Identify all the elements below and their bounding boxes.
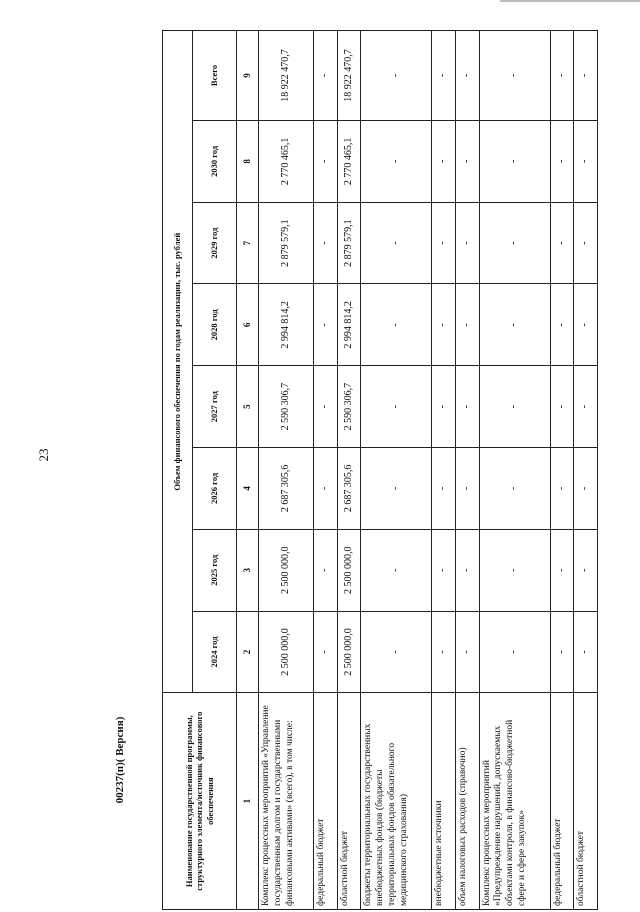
value-cell: - <box>479 529 550 611</box>
value-cell: 2 879 579,1 <box>337 202 361 284</box>
value-cell: - <box>479 284 550 366</box>
value-cell: - <box>455 448 479 530</box>
value-cell: - <box>313 611 337 693</box>
value-cell: - <box>313 202 337 284</box>
value-cell: - <box>550 31 574 121</box>
year-header-cell: 2024 год <box>193 611 237 693</box>
value-cell: - <box>574 31 598 121</box>
value-cell: - <box>550 366 574 448</box>
value-cell: 2 590 306,7 <box>337 366 361 448</box>
year-header-cell: 2026 год <box>193 448 237 530</box>
value-cell: - <box>361 31 432 121</box>
value-cell: - <box>361 448 432 530</box>
table-row <box>432 31 456 910</box>
column-index-cell: 2 <box>237 611 259 693</box>
value-cell: 2 879 579,1 <box>259 202 314 284</box>
value-cell: 18 922 470,7 <box>259 31 314 121</box>
value-cell: - <box>574 120 598 202</box>
table-row <box>550 31 574 910</box>
value-cell: - <box>455 611 479 693</box>
value-cell: - <box>313 366 337 448</box>
value-cell: - <box>432 31 456 121</box>
value-cell: - <box>479 31 550 121</box>
year-header-cell: 2029 год <box>193 202 237 284</box>
value-cell: - <box>432 366 456 448</box>
header-group-cell: Объем финансового обеспечения по годам реализации, тыс. рублей <box>163 31 193 693</box>
value-cell: - <box>361 284 432 366</box>
value-cell: - <box>313 284 337 366</box>
value-cell: - <box>432 448 456 530</box>
value-cell: - <box>313 31 337 121</box>
row-name-cell: областной бюджет <box>574 693 598 910</box>
value-cell: - <box>574 284 598 366</box>
value-cell: - <box>432 120 456 202</box>
value-cell: - <box>455 284 479 366</box>
column-index-cell: 5 <box>237 366 259 448</box>
column-index-cell: 1 <box>237 693 259 910</box>
value-cell: - <box>479 366 550 448</box>
value-cell: 2 994 814,2 <box>337 284 361 366</box>
column-index-cell: 4 <box>237 448 259 530</box>
value-cell: - <box>432 529 456 611</box>
value-cell: - <box>432 202 456 284</box>
value-cell: - <box>313 529 337 611</box>
value-cell: - <box>361 366 432 448</box>
year-header-cell: 2030 год <box>193 120 237 202</box>
value-cell: 2 687 305,6 <box>337 448 361 530</box>
value-cell: - <box>550 611 574 693</box>
row-name-cell: внебюджетные источники <box>432 693 456 910</box>
row-name-cell: Комплекс процессных мероприятий «Управление государственным долгом и государственными финансовыми активами» (всего), в том числе: <box>259 693 314 910</box>
value-cell: - <box>361 120 432 202</box>
value-cell: - <box>479 202 550 284</box>
row-name-cell: областной бюджет <box>337 693 361 910</box>
value-cell: - <box>550 529 574 611</box>
value-cell: - <box>455 366 479 448</box>
column-index-cell: 6 <box>237 284 259 366</box>
value-cell: - <box>455 31 479 121</box>
row-name-cell: федеральный бюджет <box>550 693 574 910</box>
value-cell: 2 500 000,0 <box>259 611 314 693</box>
value-cell: - <box>361 529 432 611</box>
value-cell: - <box>455 202 479 284</box>
year-header-cell: 2027 год <box>193 366 237 448</box>
financing-table <box>162 30 598 910</box>
document-footer-code: 00237(п)( Версия) <box>114 716 126 804</box>
value-cell: - <box>550 120 574 202</box>
table-row <box>479 31 550 910</box>
row-name-cell: Комплекс процессных мероприятий «Предупреждение нарушений, допускаемых объектами контроля, в финансово-бюджетной сфере и сфере закупок» <box>479 693 550 910</box>
value-cell: - <box>550 202 574 284</box>
value-cell: 2 770 465,1 <box>259 120 314 202</box>
value-cell: - <box>479 120 550 202</box>
value-cell: - <box>455 529 479 611</box>
column-index-cell: 8 <box>237 120 259 202</box>
value-cell: - <box>455 120 479 202</box>
value-cell: 2 500 000,0 <box>337 611 361 693</box>
value-cell: 2 994 814,2 <box>259 284 314 366</box>
column-index-cell: 3 <box>237 529 259 611</box>
row-name-cell: бюджеты территориальных государственных внебюджетных фондов (бюджеты территориальных фондов обязательного медицинского страхования) <box>361 693 432 910</box>
value-cell: - <box>479 611 550 693</box>
value-cell: - <box>432 284 456 366</box>
table-row <box>259 31 314 910</box>
year-header-cell: 2028 год <box>193 284 237 366</box>
table-row <box>361 31 432 910</box>
value-cell: 2 500 000,0 <box>337 529 361 611</box>
value-cell: - <box>479 448 550 530</box>
value-cell: 18 922 470,7 <box>337 31 361 121</box>
value-cell: 2 687 305,6 <box>259 448 314 530</box>
column-index-cell: 9 <box>237 31 259 121</box>
rotated-table-container <box>162 30 598 910</box>
row-name-cell: объем налоговых расходов (справочно) <box>455 693 479 910</box>
scan-edge-line <box>500 0 640 2</box>
table-row <box>337 31 361 910</box>
value-cell: - <box>574 202 598 284</box>
header-name-cell: Наименование государственной программы, структурного элемента/источник финансового обеспечения <box>163 693 237 910</box>
value-cell: 2 770 465,1 <box>337 120 361 202</box>
value-cell: - <box>550 284 574 366</box>
value-cell: - <box>574 611 598 693</box>
year-header-cell: Всего <box>193 31 237 121</box>
value-cell: - <box>361 202 432 284</box>
table-row <box>313 31 337 910</box>
table-row <box>455 31 479 910</box>
page-number: 23 <box>36 448 51 462</box>
table-row <box>574 31 598 910</box>
row-name-cell: федеральный бюджет <box>313 693 337 910</box>
value-cell: - <box>361 611 432 693</box>
value-cell: 2 500 000,0 <box>259 529 314 611</box>
value-cell: - <box>574 366 598 448</box>
value-cell: - <box>313 448 337 530</box>
year-header-cell: 2025 год <box>193 529 237 611</box>
value-cell: - <box>432 611 456 693</box>
value-cell: - <box>313 120 337 202</box>
column-index-cell: 7 <box>237 202 259 284</box>
value-cell: - <box>550 448 574 530</box>
value-cell: - <box>574 448 598 530</box>
value-cell: 2 590 306,7 <box>259 366 314 448</box>
value-cell: - <box>574 529 598 611</box>
